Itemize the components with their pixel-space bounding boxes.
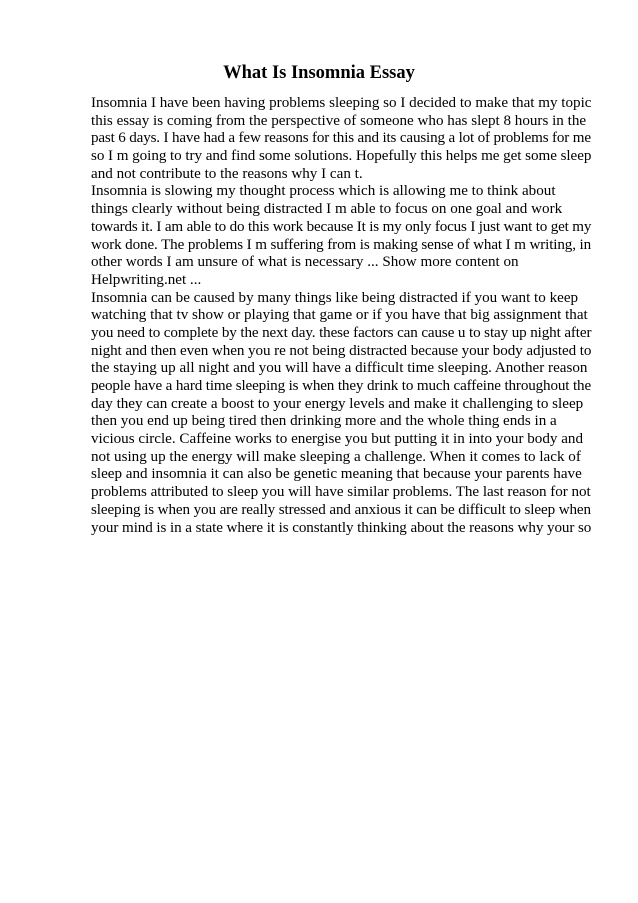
essay-line: then you end up being tired then drinking more and the whole thing ends in a	[91, 413, 557, 430]
essay-line: and not contribute to the reasons why I can t.	[91, 165, 363, 182]
essay-line: towards it. I am able to do this work because It is my only focus I just want to get my	[91, 218, 592, 235]
essay-line: Insomnia can be caused by many things like being distracted if you want to keep	[91, 289, 579, 306]
essay-line: day they can create a boost to your energy levels and make it challenging to sleep	[91, 395, 584, 412]
essay-line: Insomnia I have been having problems sleeping so I decided to make that my topic	[91, 95, 592, 111]
essay-line: people have a hard time sleeping is when they drink to much caffeine throughout the	[91, 378, 592, 394]
document-title: What Is Insomnia Essay	[223, 63, 415, 83]
essay-line: work done. The problems I m suffering from is making sense of what I m writing, in	[91, 236, 592, 253]
essay-line: night and then even when you re not being distracted because your body adjusted to	[91, 342, 592, 359]
essay-line: vicious circle. Caffeine works to energise you but putting it in into your body and	[91, 431, 583, 448]
essay-line: this essay is coming from the perspective of someone who has slept 8 hours in the	[91, 112, 587, 129]
source-link[interactable]: Helpwriting.net ...	[91, 271, 202, 288]
essay-line: past 6 days. I have had a few reasons for this and its causing a lot of problems for me	[91, 130, 591, 147]
essay-line: watching that tv show or playing that game or if you have that big assignment that	[91, 307, 588, 324]
essay-line: things clearly without being distracted I m able to focus on one goal and work	[91, 201, 563, 218]
essay-line: your mind is in a state where it is constantly thinking about the reasons why your so	[91, 519, 592, 536]
essay-line: sleep and insomnia it can also be genetic meaning that because your parents have	[91, 466, 582, 483]
essay-body	[91, 95, 591, 537]
essay-line: the staying up all night and you will have a difficult time sleeping. Another reason	[91, 360, 588, 377]
essay-line: Insomnia is slowing my thought process which is allowing me to think about	[91, 183, 556, 200]
essay-line: so I m going to try and find some solutions. Hopefully this helps me get some sleep	[91, 148, 592, 165]
essay-line: sleeping is when you are really stressed and anxious it can be difficult to sleep when	[91, 501, 591, 518]
essay-line: you need to complete by the next day. these factors can cause u to stay up night after	[91, 324, 592, 341]
essay-line: problems attributed to sleep you will have similar problems. The last reason for not	[91, 484, 591, 501]
essay-line: other words I am unsure of what is necessary ... Show more content on	[91, 254, 519, 271]
essay-line: not using up the energy will make sleeping a challenge. When it comes to lack of	[91, 448, 581, 465]
